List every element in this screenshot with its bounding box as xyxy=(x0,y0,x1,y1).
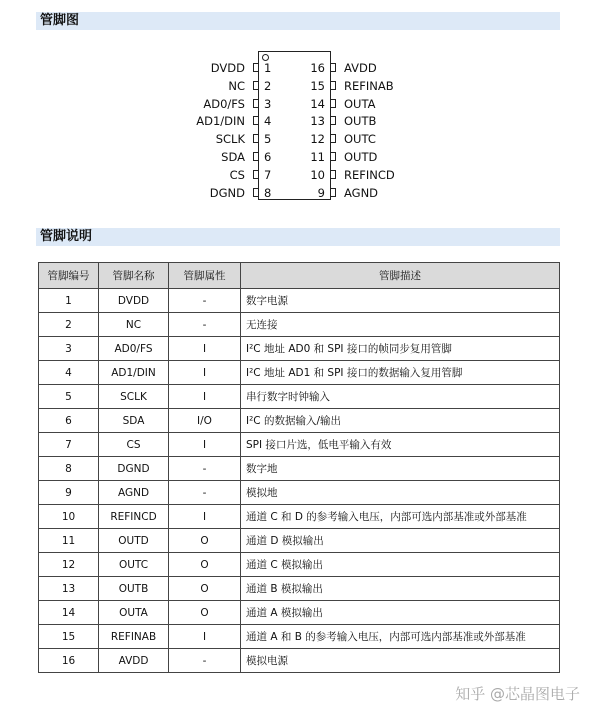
cell-pin-description: 通道 A 模拟输出 xyxy=(241,601,560,625)
pin-lead xyxy=(331,63,336,72)
cell-pin-description: 模拟地 xyxy=(241,481,560,505)
pin-left-3 xyxy=(150,95,272,113)
pin-lead xyxy=(331,188,336,197)
pin-number: 4 xyxy=(264,114,272,129)
table-row xyxy=(39,409,560,433)
header-pin-attribute: 管脚属性 xyxy=(169,263,241,289)
pin-lead xyxy=(331,99,336,108)
pin-description-table xyxy=(38,262,560,673)
pin-name: SDA xyxy=(221,150,245,164)
pin-lead xyxy=(253,116,258,125)
cell-pin-description: 通道 C 模拟输出 xyxy=(241,553,560,577)
pin-number: 11 xyxy=(310,150,325,164)
cell-pin-number: 16 xyxy=(39,649,99,673)
pin-number: 12 xyxy=(310,132,325,147)
cell-pin-number: 14 xyxy=(39,601,99,625)
pin-number: 14 xyxy=(310,96,325,111)
cell-pin-name: DGND xyxy=(99,457,169,481)
pin-left-2 xyxy=(150,77,272,95)
pin-lead xyxy=(331,81,336,90)
cell-pin-number: 1 xyxy=(39,289,99,313)
cell-pin-description: 数字地 xyxy=(241,457,560,481)
pin-number: 3 xyxy=(264,96,272,111)
table-row xyxy=(39,361,560,385)
cell-pin-description: 串行数字时钟输入 xyxy=(241,385,560,409)
cell-pin-attribute: O xyxy=(169,553,241,577)
cell-pin-number: 5 xyxy=(39,385,99,409)
pin-name: NC xyxy=(228,78,245,93)
pin-name: REFINAB xyxy=(344,78,394,93)
pin-lead xyxy=(253,63,258,72)
pin-name: DVDD xyxy=(210,61,245,75)
pin-right-2 xyxy=(310,77,451,95)
pin-lead xyxy=(253,170,258,179)
table-row xyxy=(39,289,560,313)
pin-number: 6 xyxy=(264,150,272,164)
cell-pin-attribute: I xyxy=(169,433,241,457)
cell-pin-number: 10 xyxy=(39,505,99,529)
cell-pin-description: 通道 C 和 D 的参考输入电压，内部可选内部基准或外部基准 xyxy=(241,505,560,529)
pin-right-8 xyxy=(317,184,451,202)
pin-lead xyxy=(253,188,258,197)
pin-name: AD1/DIN xyxy=(196,114,245,129)
pin-number: 16 xyxy=(310,61,325,75)
pin-right-7 xyxy=(310,166,451,184)
cell-pin-description: 模拟电源 xyxy=(241,649,560,673)
pin-name: AGND xyxy=(344,185,379,200)
cell-pin-name: AD0/FS xyxy=(99,337,169,361)
cell-pin-name: DVDD xyxy=(99,289,169,313)
cell-pin-name: NC xyxy=(99,313,169,337)
pin-name: CS xyxy=(229,167,245,182)
pin-number: 9 xyxy=(317,185,325,200)
cell-pin-number: 9 xyxy=(39,481,99,505)
pin-name: DGND xyxy=(209,185,245,200)
cell-pin-number: 6 xyxy=(39,409,99,433)
pin-name: OUTA xyxy=(344,96,376,111)
cell-pin-attribute: I xyxy=(169,385,241,409)
cell-pin-attribute: I xyxy=(169,337,241,361)
table-row xyxy=(39,505,560,529)
cell-pin-description: 通道 B 模拟输出 xyxy=(241,577,560,601)
table-row xyxy=(39,385,560,409)
cell-pin-number: 7 xyxy=(39,433,99,457)
cell-pin-description: I²C 地址 AD0 和 SPI 接口的帧同步复用管脚 xyxy=(241,337,560,361)
pin-lead xyxy=(331,134,336,143)
pinout-section-title: 管脚图 xyxy=(36,12,560,30)
pin-name: OUTB xyxy=(344,114,377,129)
description-section-title: 管脚说明 xyxy=(36,228,560,246)
cell-pin-attribute: I xyxy=(169,625,241,649)
cell-pin-attribute: I xyxy=(169,505,241,529)
cell-pin-description: I²C 的数据输入/输出 xyxy=(241,409,560,433)
cell-pin-number: 12 xyxy=(39,553,99,577)
cell-pin-name: CS xyxy=(99,433,169,457)
pin-left-7 xyxy=(150,166,272,184)
pin-left-6 xyxy=(150,148,272,166)
table-header-row xyxy=(39,263,560,289)
pin-name: AVDD xyxy=(344,61,377,75)
pin-lead xyxy=(253,134,258,143)
pin-lead xyxy=(253,81,258,90)
pin-name: REFINCD xyxy=(344,167,395,182)
pin-left-4 xyxy=(150,112,272,130)
pin-number: 15 xyxy=(310,78,325,93)
pin-name: SCLK xyxy=(215,132,245,147)
pin-right-4 xyxy=(310,112,451,130)
cell-pin-attribute: - xyxy=(169,313,241,337)
pin-number: 8 xyxy=(264,185,272,200)
table-row xyxy=(39,481,560,505)
cell-pin-number: 4 xyxy=(39,361,99,385)
pin-lead xyxy=(253,152,258,161)
pin-left-5 xyxy=(150,130,272,148)
table-row xyxy=(39,553,560,577)
table-row xyxy=(39,313,560,337)
cell-pin-name: SDA xyxy=(99,409,169,433)
cell-pin-name: REFINCD xyxy=(99,505,169,529)
table-row xyxy=(39,577,560,601)
table-row xyxy=(39,529,560,553)
table-row xyxy=(39,625,560,649)
table-row xyxy=(39,337,560,361)
cell-pin-description: SPI 接口片选，低电平输入有效 xyxy=(241,433,560,457)
pin-lead xyxy=(253,99,258,108)
cell-pin-name: AGND xyxy=(99,481,169,505)
pin-right-5 xyxy=(310,130,451,148)
pin-number: 7 xyxy=(264,167,272,182)
pin-lead xyxy=(331,152,336,161)
cell-pin-description: I²C 地址 AD1 和 SPI 接口的数据输入复用管脚 xyxy=(241,361,560,385)
cell-pin-attribute: O xyxy=(169,529,241,553)
cell-pin-number: 3 xyxy=(39,337,99,361)
header-pin-name: 管脚名称 xyxy=(99,263,169,289)
cell-pin-description: 通道 A 和 B 的参考输入电压，内部可选内部基准或外部基准 xyxy=(241,625,560,649)
cell-pin-name: OUTD xyxy=(99,529,169,553)
pin-right-6 xyxy=(310,148,451,166)
cell-pin-attribute: O xyxy=(169,601,241,625)
table-row xyxy=(39,433,560,457)
cell-pin-description: 数字电源 xyxy=(241,289,560,313)
cell-pin-attribute: - xyxy=(169,457,241,481)
pin-left-1 xyxy=(150,59,272,77)
pin-number: 10 xyxy=(310,167,325,182)
pin-lead xyxy=(331,170,336,179)
cell-pin-attribute: I xyxy=(169,361,241,385)
pin-number: 13 xyxy=(310,114,325,129)
cell-pin-attribute: - xyxy=(169,649,241,673)
pin-number: 5 xyxy=(264,132,272,147)
table-row xyxy=(39,457,560,481)
cell-pin-attribute: - xyxy=(169,289,241,313)
cell-pin-name: SCLK xyxy=(99,385,169,409)
cell-pin-name: OUTC xyxy=(99,553,169,577)
cell-pin-name: OUTA xyxy=(99,601,169,625)
cell-pin-name: AVDD xyxy=(99,649,169,673)
cell-pin-number: 13 xyxy=(39,577,99,601)
pin-right-3 xyxy=(310,95,451,113)
cell-pin-number: 8 xyxy=(39,457,99,481)
cell-pin-attribute: O xyxy=(169,577,241,601)
pin-lead xyxy=(331,116,336,125)
cell-pin-attribute: I/O xyxy=(169,409,241,433)
table-row xyxy=(39,601,560,625)
pin-number: 2 xyxy=(264,78,272,93)
cell-pin-number: 15 xyxy=(39,625,99,649)
cell-pin-description: 通道 D 模拟输出 xyxy=(241,529,560,553)
cell-pin-attribute: - xyxy=(169,481,241,505)
cell-pin-number: 2 xyxy=(39,313,99,337)
pin-left-8 xyxy=(150,184,272,202)
cell-pin-name: OUTB xyxy=(99,577,169,601)
cell-pin-name: AD1/DIN xyxy=(99,361,169,385)
watermark: 知乎 @芯晶图电子 xyxy=(455,685,580,703)
pin-number: 1 xyxy=(264,61,272,75)
cell-pin-number: 11 xyxy=(39,529,99,553)
pin-right-1 xyxy=(310,59,451,77)
cell-pin-name: REFINAB xyxy=(99,625,169,649)
pin-name: OUTC xyxy=(344,132,376,147)
header-pin-description: 管脚描述 xyxy=(241,263,560,289)
pin-name: OUTD xyxy=(344,150,378,164)
header-pin-number: 管脚编号 xyxy=(39,263,99,289)
cell-pin-description: 无连接 xyxy=(241,313,560,337)
table-row xyxy=(39,649,560,673)
pin-name: AD0/FS xyxy=(203,96,245,111)
